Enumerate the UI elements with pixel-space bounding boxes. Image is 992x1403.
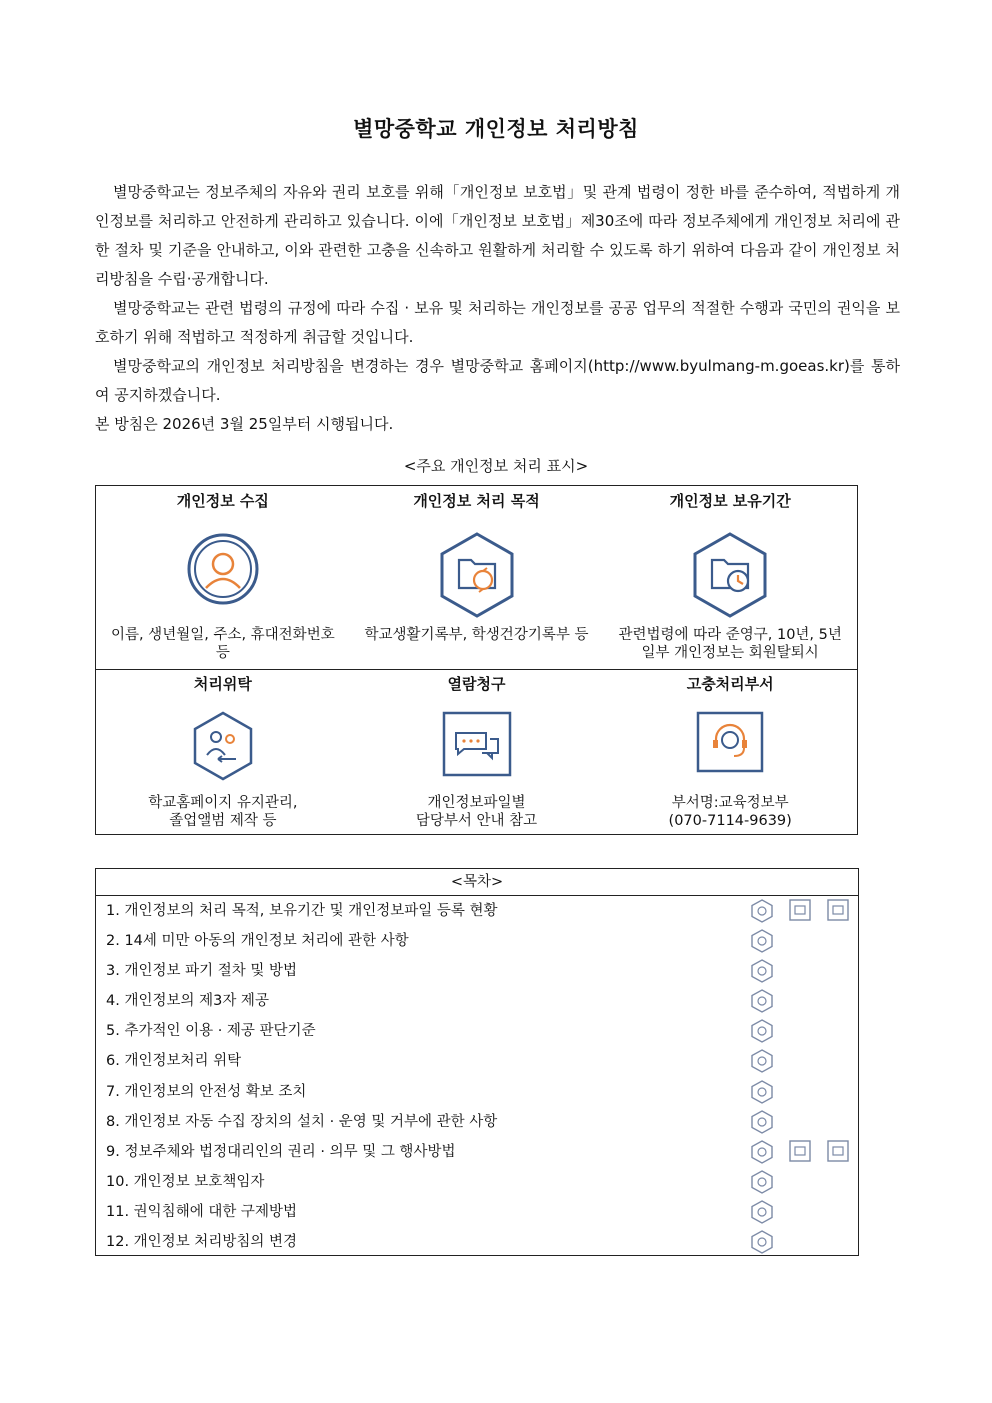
child-icon: [751, 929, 773, 951]
intro-paragraph: 별망중학교는 정보주체의 자유와 권리 보호를 위해「개인정보 보호법」및 관계 법령이 정한 바를 준수하여, 적법하게 개인정보를 처리하고 안전하게 관리하고 있습니다. 이에「개인정보 보호법」제30조에 따라 정보주체에게 개인정보 처리에 관한 절차 및 기준을 안내하고, 이와 관련한 고충을 신속하고 원활하게 처리할 수 있도록 하기 위하여 다음과 같이 개인정보 처리방침을 수립·공개합니다.: [95, 183, 900, 288]
toc-item-label: 10. 개인정보 보호책임자: [106, 1173, 265, 1190]
toc-item-label: 8. 개인정보 자동 수집 장치의 설치 · 운영 및 거부에 관한 사항: [106, 1113, 498, 1130]
change-icon: [751, 1230, 773, 1252]
cookie-icon: [751, 1110, 773, 1132]
summary-heading: 개인정보 보유기간: [669, 492, 791, 510]
summary-desc: [603, 626, 857, 662]
third-party-icon: [751, 989, 773, 1011]
trash-icon: [751, 959, 773, 981]
summary-heading: 개인정보 처리 목적: [413, 492, 540, 510]
summary-heading: 열람청구: [447, 675, 506, 693]
intro-paragraph: 별망중학교는 관련 법령의 규정에 따라 수집 · 보유 및 처리하는 개인정보를 공공 업무의 적절한 수행과 국민의 권익을 보호하기 위해 적법하고 적정하게 취급할 것입니다.: [95, 299, 900, 346]
intro-section: [95, 178, 900, 439]
desc-line: 이름, 생년월일, 주소, 휴대전화번호: [110, 627, 335, 643]
summary-heading: 고충처리부서: [686, 675, 774, 693]
summary-caption: <주요 개인정보 처리 표시>: [403, 457, 589, 475]
judge-icon: [751, 1019, 773, 1041]
summary-cell-entrust: [96, 669, 350, 834]
toc-item[interactable]: [96, 986, 858, 1016]
desc-line: 학교홈페이지 유지관리,: [148, 795, 298, 811]
toc-heading: <목차>: [96, 869, 858, 896]
table-of-contents: [95, 868, 859, 1256]
intro-paragraph: 별망중학교의 개인정보 처리방침을 변경하는 경우 별망중학교 홈페이지(http://www.byulmang-m.goeas.kr)를 통하여 공지하겠습니다.: [95, 357, 900, 404]
effective-date: 본 방침은 2026년 3월 25일부터 시행됩니다.: [95, 415, 394, 433]
desc-line: 부서명:교육정보부: [671, 795, 789, 811]
desc-line: 관련법령에 따라 준영구, 10년, 5년: [618, 627, 842, 643]
desc-line: 졸업앨범 제작 등: [169, 813, 277, 829]
toc-item[interactable]: [96, 1137, 858, 1167]
desc-line: (070-7114-9639): [668, 813, 792, 829]
folder-clock-icon: [692, 532, 768, 618]
handover-icon: [192, 711, 254, 781]
toc-item[interactable]: [96, 1016, 858, 1046]
toc-item-label: 7. 개인정보의 안전성 확보 조치: [106, 1083, 307, 1100]
guardian-icon: [789, 1140, 811, 1162]
desc-line: 등: [215, 645, 230, 661]
toc-item-label: 4. 개인정보의 제3자 제공: [106, 993, 269, 1010]
officer-icon: [751, 1170, 773, 1192]
toc-item-label: 9. 정보주체와 법정대리인의 권리 · 의무 및 그 행사방법: [106, 1143, 456, 1160]
summary-cell-access: [350, 669, 604, 834]
headset-icon: [696, 711, 764, 773]
retention-icon: [789, 899, 811, 921]
toc-list: [96, 896, 858, 1257]
summary-cell-complaint: [603, 669, 857, 834]
summary-desc: [350, 794, 604, 830]
summary-heading: 개인정보 수집: [176, 492, 269, 510]
toc-item-label: 3. 개인정보 파기 절차 및 방법: [106, 963, 297, 980]
remedy-icon: [751, 1200, 773, 1222]
toc-item-label: 12. 개인정보 처리방침의 변경: [106, 1234, 297, 1251]
purpose-icon: [751, 899, 773, 921]
summary-row: [96, 669, 857, 834]
toc-item[interactable]: [96, 896, 858, 926]
page-title: 별망중학교 개인정보 처리방침: [353, 117, 639, 141]
toc-item-label: 1. 개인정보의 처리 목적, 보유기간 및 개인정보파일 등록 현황: [106, 903, 498, 919]
toc-item[interactable]: [96, 956, 858, 986]
summary-desc: [96, 794, 350, 830]
desc-line: 담당부서 안내 참고: [415, 813, 538, 829]
desc-line: 개인정보파일별: [427, 795, 526, 811]
file-register-icon: [827, 899, 849, 921]
toc-item-label: 6. 개인정보처리 위탁: [106, 1053, 242, 1070]
toc-item[interactable]: [96, 1107, 858, 1137]
summary-desc: [350, 626, 604, 644]
summary-row: [96, 486, 857, 670]
summary-cell-purpose: [350, 486, 604, 669]
toc-item[interactable]: [96, 1197, 858, 1227]
toc-item[interactable]: [96, 926, 858, 956]
summary-cell-collection: [96, 486, 350, 669]
toc-item[interactable]: [96, 1046, 858, 1076]
toc-item[interactable]: [96, 1077, 858, 1107]
summary-grid: [95, 485, 858, 835]
desc-line: 일부 개인정보는 회원탈퇴시: [641, 645, 819, 661]
summary-cell-retention: [603, 486, 857, 669]
summary-heading: 처리위탁: [193, 675, 252, 693]
entrust-icon: [751, 1049, 773, 1071]
chat-icon: [442, 711, 512, 777]
toc-item[interactable]: [96, 1227, 858, 1257]
toc-item-label: 11. 권익침해에 대한 구제방법: [106, 1203, 297, 1220]
toc-item[interactable]: [96, 1167, 858, 1197]
safety-icon: [751, 1080, 773, 1102]
rights-icon: [751, 1140, 773, 1162]
request-icon: [827, 1140, 849, 1162]
desc-line: 학교생활기록부, 학생건강기록부 등: [364, 627, 589, 643]
toc-item-label: 2. 14세 미만 아동의 개인정보 처리에 관한 사항: [106, 933, 409, 950]
folder-cycle-icon: [439, 532, 515, 618]
toc-item-label: 5. 추가적인 이용 · 제공 판단기준: [106, 1023, 316, 1040]
summary-desc: [96, 626, 350, 662]
summary-desc: [603, 794, 857, 830]
person-icon: [186, 532, 260, 606]
